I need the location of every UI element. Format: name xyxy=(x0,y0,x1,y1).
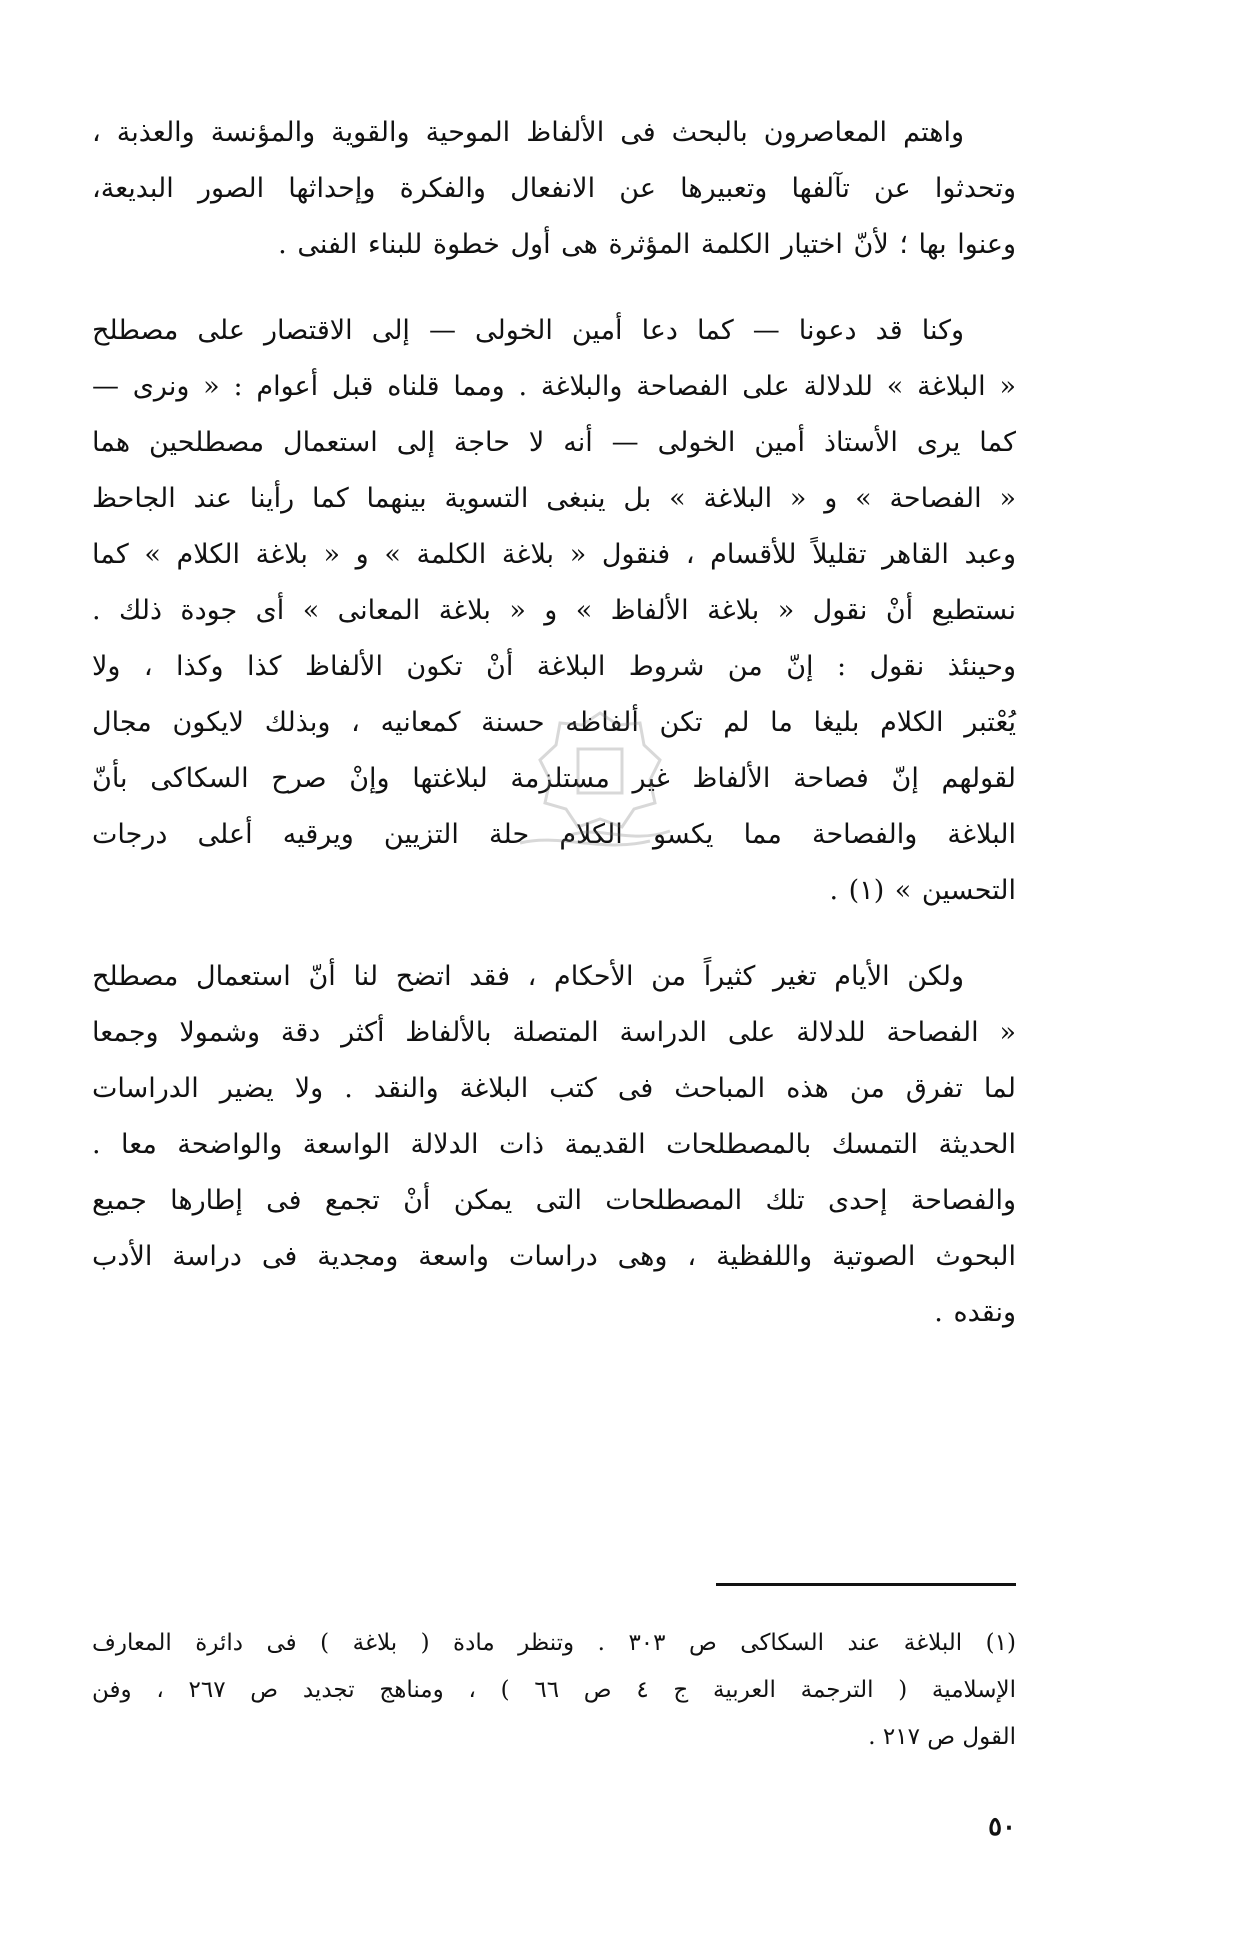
text-line: وكنا قد دعونا — كما دعا أمين الخولى — إلى الاقتصار على مصطلح xyxy=(92,315,964,346)
footnote-line: الإسلامية ( الترجمة العربية ج ٤ ص ٦٦ ) ، ومناهج تجديد ص ٢٦٧ ، وفن xyxy=(92,1677,1017,1703)
footnote-line: (١) البلاغة عند السكاكى ص ٣٠٣ . وتنظر مادة ( بلاغة ) فى دائرة المعارف xyxy=(92,1630,1016,1656)
footnote-line: القول ص ٢١٧ . xyxy=(868,1724,1016,1750)
paragraph-gap xyxy=(92,919,1016,949)
paragraph-3 xyxy=(92,949,1016,1341)
text-line: « الفصاحة للدلالة على الدراسة المتصلة بالألفاظ أكثر دقة وشمولا وجمعا xyxy=(92,1017,1016,1048)
text-line: ولكن الأيام تغير كثيراً من الأحكام ، فقد اتضح لنا أنّ استعمال مصطلح xyxy=(92,961,964,992)
text-line: وعبد القاهر تقليلاً للأقسام ، فنقول « بلاغة الكلمة » و « بلاغة الكلام » كما xyxy=(92,539,1016,570)
text-line: البحوث الصوتية واللفظية ، وهى دراسات واسعة ومجدية فى دراسة الأدب xyxy=(92,1241,1016,1272)
text-line: يُعْتبر الكلام بليغا ما لم تكن ألفاظه حسنة كمعانيه ، وبذلك لايكون مجال xyxy=(92,707,1016,738)
text-line: وعنوا بها ؛ لأنّ اختيار الكلمة المؤثرة هى أول خطوة للبناء الفنى . xyxy=(278,229,1016,260)
text-line: « الفصاحة » و « البلاغة » بل ينبغى التسوية بينهما كما رأينا عند الجاحظ xyxy=(92,483,1016,514)
paragraph-2 xyxy=(92,303,1016,919)
text-line: واهتم المعاصرون بالبحث فى الألفاظ الموحية والقوية والمؤنسة والعذبة ، xyxy=(92,117,964,148)
text-line: والفصاحة إحدى تلك المصطلحات التى يمكن أنْ تجمع فى إطارها جميع xyxy=(92,1185,1016,1216)
paragraph-1 xyxy=(92,105,1016,273)
paragraph-gap xyxy=(92,273,1016,303)
text-line: لقولهم إنّ فصاحة الألفاظ غير مستلزمة لبلاغتها وإنْ صرح السكاكى بأنّ xyxy=(92,763,1016,794)
text-line: نستطيع أنْ نقول « بلاغة الألفاظ » و « بلاغة المعانى » أى جودة ذلك . xyxy=(92,595,1016,626)
text-line: ونقده . xyxy=(934,1297,1016,1328)
footnote xyxy=(92,1620,1016,1761)
body-text xyxy=(92,105,1016,1341)
text-line: الحديثة التمسك بالمصطلحات القديمة ذات الدلالة الواسعة والواضحة معا . xyxy=(92,1129,1016,1160)
text-line: التحسين » (١) . xyxy=(829,875,1016,906)
text-line: كما يرى الأستاذ أمين الخولى — أنه لا حاجة إلى استعمال مصطلحين هما xyxy=(92,427,1016,458)
text-line: وحينئذ نقول : إنّ من شروط البلاغة أنْ تكون الألفاظ كذا وكذا ، ولا xyxy=(92,651,1016,682)
text-line: وتحدثوا عن تآلفها وتعبيرها عن الانفعال والفكرة وإحداثها الصور البديعة، xyxy=(92,173,1016,204)
text-line: البلاغة والفصاحة مما يكسو الكلام حلة التزيين ويرقيه أعلى درجات xyxy=(92,819,1016,850)
text-line: « البلاغة » للدلالة على الفصاحة والبلاغة . ومما قلناه قبل أعوام : « ونرى — xyxy=(92,371,1016,402)
text-line: لما تفرق من هذه المباحث فى كتب البلاغة والنقد . ولا يضير الدراسات xyxy=(92,1073,1016,1104)
footnote-separator xyxy=(716,1583,1016,1586)
page-number: ٥٠ xyxy=(988,1812,1016,1842)
